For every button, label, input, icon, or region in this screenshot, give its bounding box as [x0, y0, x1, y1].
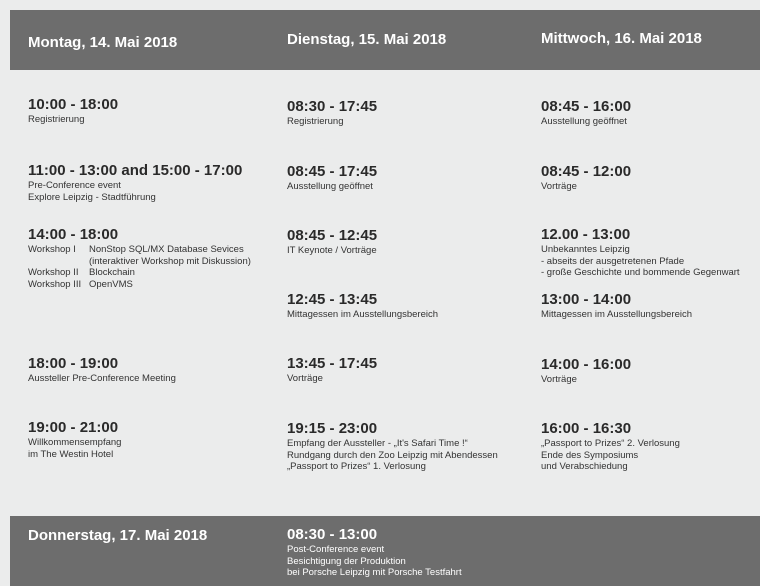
description-line: Empfang der Aussteller - „It's Safari Time !“: [287, 438, 468, 449]
slot-description: [287, 181, 377, 193]
description-line: Registrierung: [287, 116, 344, 127]
description-line: „Passport to Prizes“ 2. Verlosung: [541, 438, 680, 449]
description-line: Vorträge: [287, 373, 323, 384]
slot-time: 08:45 - 12:00: [541, 163, 632, 180]
slot-tue-2: [287, 163, 377, 193]
slot-wed-6: [541, 420, 680, 473]
slot-description: [287, 116, 377, 128]
slot-description: [287, 309, 438, 321]
description-line: - abseits der ausgetretenen Pfade: [541, 255, 685, 267]
day-heading-monday: Montag, 14. Mai 2018: [28, 34, 178, 51]
description-line: bei Porsche Leipzig mit Porsche Testfahrt: [287, 567, 462, 578]
slot-mon-2: [28, 162, 242, 203]
description-line: „Passport to Prizes“ 1. Verlosung: [287, 461, 426, 472]
workshop-list: [28, 244, 251, 290]
slot-wed-2: [541, 163, 631, 193]
slot-wed-3: [541, 226, 740, 279]
slot-description: [287, 544, 462, 579]
slot-description: [541, 309, 692, 321]
slot-time: 18:00 - 19:00: [28, 355, 119, 372]
slot-mon-1: [28, 96, 118, 126]
slot-description: [287, 438, 498, 473]
workshop-row: [28, 256, 251, 268]
slot-time: 08:30 - 13:00: [287, 526, 378, 543]
slot-description: [541, 438, 680, 473]
slot-time: 10:00 - 18:00: [28, 96, 119, 113]
workshop-row: [28, 279, 251, 291]
slot-description: [541, 181, 631, 193]
description-line: und Verabschiedung: [541, 461, 628, 472]
description-line: Ende des Symposiums: [541, 449, 639, 461]
description-line: IT Keynote / Vorträge: [287, 245, 377, 256]
workshop-label: [28, 256, 89, 268]
slot-mon-workshops: [28, 226, 251, 290]
workshop-title: NonStop SQL/MX Database Sevices: [89, 244, 244, 255]
description-line: im The Westin Hotel: [28, 448, 114, 460]
slot-description: [287, 373, 377, 385]
description-line: Registrierung: [28, 114, 85, 125]
slot-tue-3: [287, 227, 377, 257]
workshop-title: OpenVMS: [89, 278, 133, 290]
slot-time: 12.00 - 13:00: [541, 226, 631, 243]
slot-wed-4: [541, 291, 692, 321]
slot-tue-6: [287, 420, 498, 473]
slot-mon-4: [28, 355, 176, 385]
description-line: Willkommensempfang: [28, 437, 122, 448]
slot-tue-1: [287, 98, 377, 128]
workshop-title: (interaktiver Workshop mit Diskussion): [89, 255, 251, 267]
slot-time: 13:45 - 17:45: [287, 355, 378, 372]
slot-time: 19:15 - 23:00: [287, 420, 378, 437]
description-line: Vorträge: [541, 181, 577, 192]
slot-description: [28, 180, 242, 203]
description-line: Mittagessen im Ausstellungsbereich: [287, 309, 439, 320]
slot-description: [28, 437, 121, 460]
slot-mon-5: [28, 419, 121, 460]
day-heading-thursday: Donnerstag, 17. Mai 2018: [28, 527, 208, 544]
description-line: - große Geschichte und bommende Gegenwart: [541, 267, 740, 278]
description-line: Ausstellung geöffnet: [541, 116, 627, 127]
slot-time: 14:00 - 18:00: [28, 226, 119, 243]
workshop-row: [28, 244, 251, 256]
workshop-label: Workshop II: [28, 267, 79, 278]
slot-time: 08:30 - 17:45: [287, 98, 378, 115]
workshop-label: Workshop III: [28, 278, 82, 290]
slot-time: 19:00 - 21:00: [28, 419, 119, 436]
description-line: Mittagessen im Ausstellungsbereich: [541, 309, 693, 320]
slot-description: [541, 374, 631, 386]
slot-description: [28, 114, 118, 126]
day-heading-tuesday: Dienstag, 15. Mai 2018: [287, 31, 447, 48]
description-line: Post-Conference event: [287, 544, 385, 555]
slot-description: [28, 373, 176, 385]
description-line: Vorträge: [541, 374, 577, 385]
slot-time: 08:45 - 17:45: [287, 163, 378, 180]
description-line: Ausstellung geöffnet: [287, 181, 373, 192]
workshop-title: Blockchain: [89, 267, 135, 278]
slot-tue-5: [287, 355, 377, 385]
description-line: Unbekanntes Leipzig: [541, 244, 630, 255]
slot-time: 08:45 - 16:00: [541, 98, 632, 115]
description-line: Besichtigung der Produktion: [287, 555, 406, 567]
description-line: Rundgang durch den Zoo Leipzig mit Abendessen: [287, 449, 498, 461]
slot-time: 14:00 - 16:00: [541, 356, 632, 373]
slot-time: 16:00 - 16:30: [541, 420, 632, 437]
workshop-row: [28, 267, 251, 279]
description-line: Pre-Conference event: [28, 180, 121, 191]
slot-time: 13:00 - 14:00: [541, 291, 632, 308]
slot-description: [541, 244, 740, 279]
slot-time: 08:45 - 12:45: [287, 227, 378, 244]
slot-thu-1: [287, 526, 462, 579]
slot-wed-5: [541, 356, 631, 386]
description-line: Aussteller Pre-Conference Meeting: [28, 373, 176, 384]
slot-time: 12:45 - 13:45: [287, 291, 378, 308]
slot-time: 11:00 - 13:00 and 15:00 - 17:00: [28, 162, 243, 179]
slot-tue-4: [287, 291, 438, 321]
slot-description: [287, 245, 377, 257]
slot-wed-1: [541, 98, 631, 128]
description-line: Explore Leipzig - Stadtführung: [28, 191, 156, 203]
slot-description: [541, 116, 631, 128]
workshop-label: Workshop I: [28, 244, 76, 255]
day-heading-wednesday: Mittwoch, 16. Mai 2018: [541, 30, 702, 47]
